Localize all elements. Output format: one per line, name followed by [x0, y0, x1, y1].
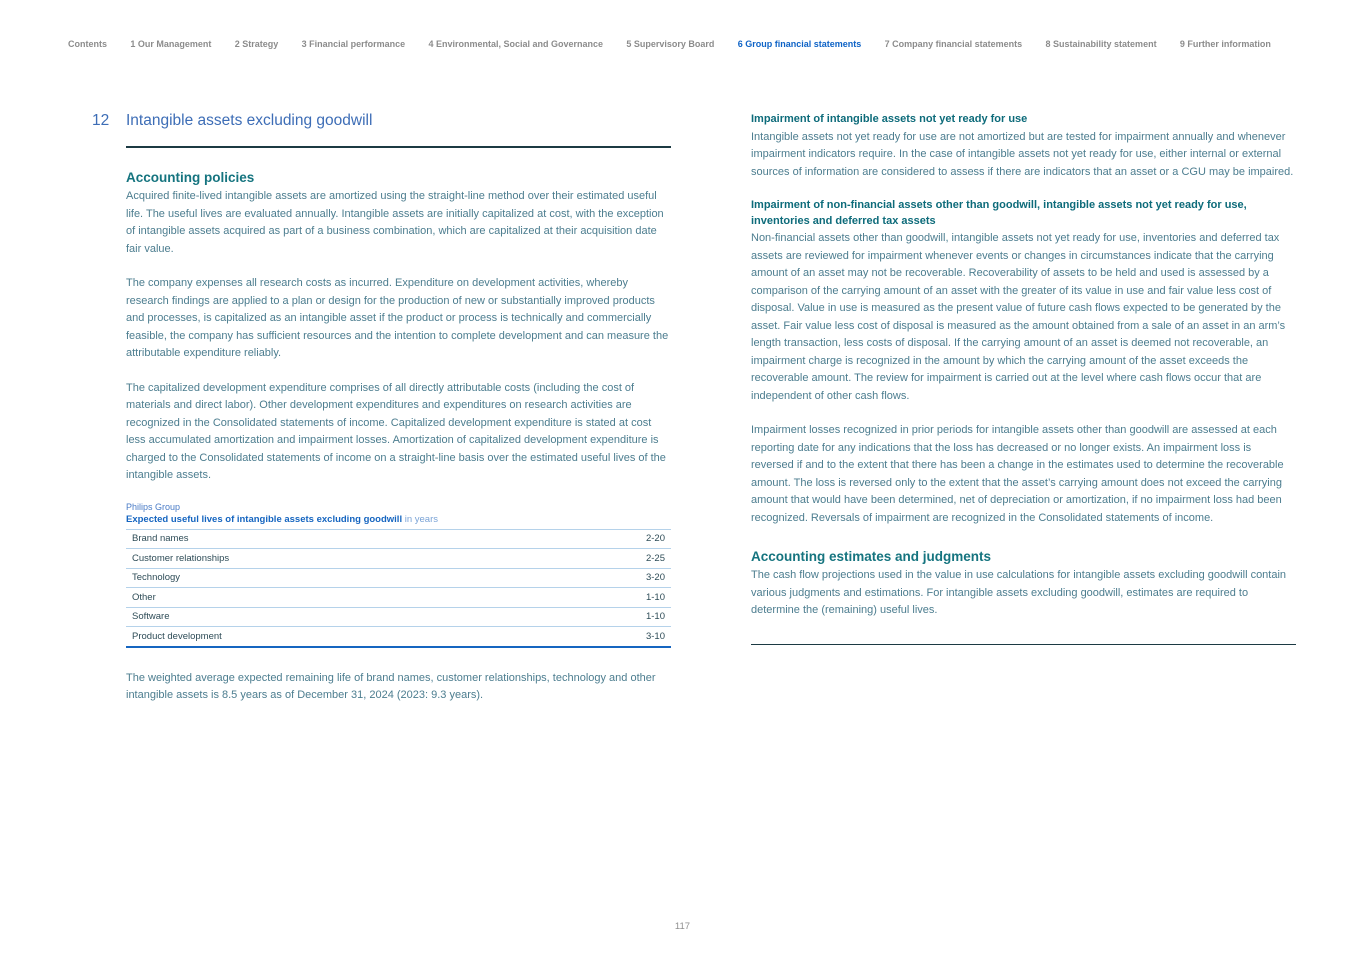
subheading-impairment-nonfinancial: Impairment of non-financial assets other than goodwill, intangible assets not yet ready for use, inventories and deferred tax assets — [751, 199, 1247, 227]
table-title-suffix: in years — [402, 513, 438, 525]
paragraph-nonfinancial-review: Non-financial assets other than goodwill, intangible assets not yet ready for use, inventories and deferred tax assets are reviewed for impairment whenever events or changes in circumstances indicate that the carrying amount of an asset may not be recoverable. Recoverability of assets to be held and used is assessed by a comparison of the carrying amount of an asset with the greater of its value in use and fair value less cost of disposal. Value in use is measured as the present value of future cash flows expected to be generated by the asset. Fair value less cost of disposal is measured as the amount obtained from a sale of an asset in an arm’s length transaction, less costs of disposal. If the carrying amount of an asset is deemed not recoverable, an impairment charge is recognized in the amount by which the carrying amount of the asset exceeds the recoverable amount. The review for impairment is carried out at the level where cash flows occur that are independent of other cash flows. — [751, 232, 1286, 402]
nav-item-financial-performance[interactable]: 3 Financial performance — [301, 39, 406, 49]
table-row — [126, 607, 671, 627]
row-value: 2-25 — [645, 552, 665, 564]
page-number: 117 — [674, 921, 691, 932]
subheading-impairment-not-ready: Impairment of intangible assets not yet ready for use — [751, 113, 1028, 125]
useful-lives-table — [126, 502, 671, 648]
row-label: Technology — [132, 572, 181, 584]
table-row — [126, 626, 671, 646]
paragraph-amortization: Acquired finite-lived intangible assets are amortized using the straight-line method over their estimated useful life. The useful lives are evaluated annually. Intangible assets are initially capitalized at cost, with the exception of intangible assets acquired as part of a business combination, which are capitalized at their acquisition date fair value. — [126, 190, 664, 255]
table-row — [126, 548, 671, 568]
paragraph-research-costs: The company expenses all research costs as incurred. Expenditure on development activities, whereby research findings are applied to a plan or design for the production of new or substantially improved products and processes, is capitalized as an intangible asset if the product or process is technically and commercially feasible, the company has sufficient resources and the intention to complete development and can measure the attributable expenditure reliably. — [126, 277, 669, 359]
nav-item-contents[interactable]: Contents — [68, 39, 107, 49]
row-value: 3-10 — [645, 630, 665, 642]
row-label: Brand names — [132, 533, 189, 545]
row-value: 3-20 — [645, 572, 665, 584]
paragraph-impairment-not-ready: Intangible assets not yet ready for use are not amortized but are tested for impairment annually and whenever impairment indicators require. In the case of intangible assets not yet ready for use, either internal or external sources of information are considered to assess if there are indicators that an asset or a CGU may be impaired. — [751, 130, 1294, 178]
table-title — [126, 514, 671, 525]
left-column — [92, 112, 671, 722]
heading-accounting-estimates: Accounting estimates and judgments — [751, 549, 992, 564]
heading-accounting-policies: Accounting policies — [126, 170, 255, 185]
title-rule — [126, 146, 671, 148]
table-title-bold: Expected useful lives of intangible assets excluding goodwill — [126, 513, 403, 525]
row-label: Product development — [132, 630, 222, 642]
nav-item-company-financial-statements[interactable]: 7 Company financial statements — [884, 39, 1023, 49]
nav-item-strategy[interactable]: 2 Strategy — [234, 39, 279, 49]
nav-item-sustainability-statement[interactable]: 8 Sustainability statement — [1045, 39, 1157, 49]
row-value: 1-10 — [645, 611, 665, 623]
table-row — [126, 568, 671, 588]
nav-item-our-management[interactable]: 1 Our Management — [130, 39, 212, 49]
row-label: Other — [132, 591, 156, 603]
section-impairment-nonfinancial — [751, 198, 1296, 527]
table-kicker: Philips Group — [126, 501, 181, 512]
paragraph-capitalized-development: The capitalized development expenditure comprises of all directly attributable costs (including the cost of materials and direct labor). Other development expenditures and expenditures on research activities are recognized in the Consolidated statements of income. Capitalized development expenditure is stated at cost less accumulated amortization and impairment losses. Amortization of capitalized development expenditure is charged to the Consolidated statements of income on a straight-line basis over the estimated useful lives of the intangible assets. — [126, 381, 666, 481]
row-label: Customer relationships — [132, 552, 230, 564]
table-rows — [126, 529, 671, 648]
nav-item-supervisory-board[interactable]: 5 Supervisory Board — [626, 39, 715, 49]
paragraph-impairment-losses-prior: Impairment losses recognized in prior periods for intangible assets other than goodwill are assessed at each reporting date for any indications that the loss has decreased or no longer exists. An impairment loss is reversed if and to the extent that there has been a change in the estimates used to determine the recoverable amount. The loss is reversed only to the extent that the asset’s carrying amount does not exceed the carrying amount that would have been determined, net of depreciation or amortization, if no impairment loss had been recognized. Reversals of impairment are recognized in the Consolidated statements of income. — [751, 424, 1284, 524]
section-title: Intangible assets excluding goodwill — [126, 112, 373, 129]
top-nav — [68, 39, 1271, 49]
nav-item-esg[interactable]: 4 Environmental, Social and Governance — [428, 39, 604, 49]
row-value: 1-10 — [645, 591, 665, 603]
section-number: 12 — [92, 112, 110, 129]
nav-item-group-financial-statements[interactable]: 6 Group financial statements — [737, 39, 862, 49]
nav-item-further-information[interactable]: 9 Further information — [1179, 39, 1271, 49]
closing-rule — [751, 644, 1296, 645]
table-row — [126, 529, 671, 549]
row-label: Software — [132, 611, 170, 623]
section-impairment-intangible — [751, 112, 1296, 181]
row-value: 2-20 — [645, 533, 665, 545]
right-column — [751, 112, 1296, 645]
table-row — [126, 587, 671, 607]
section-head — [92, 112, 671, 130]
paragraph-weighted-average: The weighted average expected remaining life of brand names, customer relationships, technology and other intangible assets is 8.5 years as of December 31, 2024 (2023: 9.3 years). — [126, 671, 656, 701]
paragraph-cash-flow-projections: The cash flow projections used in the value in use calculations for intangible assets excluding goodwill contain various judgments and estimations. For intangible assets excluding goodwill, estimates are required to determine the (remaining) useful lives. — [751, 569, 1287, 616]
